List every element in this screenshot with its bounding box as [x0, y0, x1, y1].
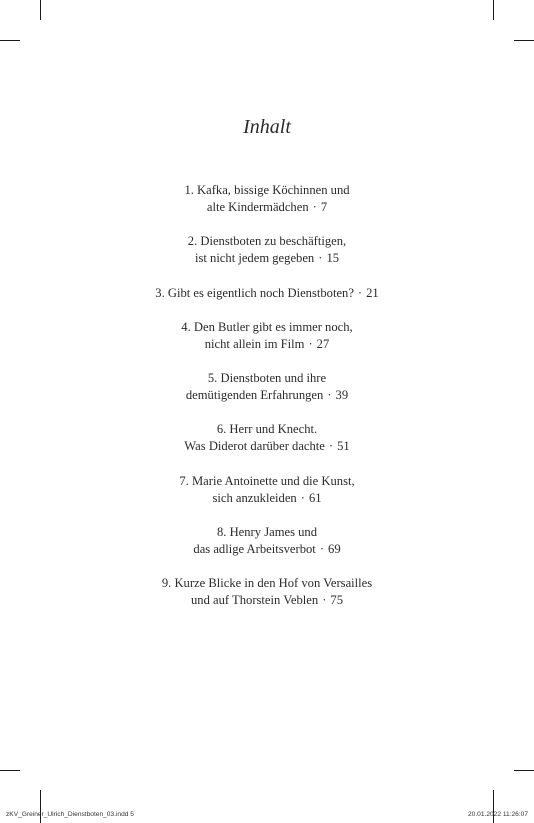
- toc-entry-last-line: [0, 285, 534, 302]
- toc-entry-last-line: [0, 199, 534, 216]
- toc-entry-last-line: [0, 490, 534, 507]
- toc-entry: [0, 524, 534, 558]
- toc-entry-title-line: 8. Henry James und: [216, 525, 318, 540]
- toc-separator-dot: ·: [327, 388, 332, 403]
- print-slug-filename: zKV_Greiner_Ulrich_Dienstboten_03.indd 5: [6, 811, 134, 818]
- toc-entry-title-text: alte Kindermädchen: [206, 200, 309, 214]
- toc-page-number: 69: [328, 542, 341, 557]
- toc-page-number: 75: [330, 593, 343, 608]
- toc-entry-title-line: 5. Dienstboten und ihre: [207, 371, 327, 386]
- toc-page-number: 51: [337, 439, 350, 454]
- table-of-contents: [0, 182, 534, 627]
- page-title: Inhalt: [243, 116, 291, 138]
- toc-entry-title-text: ist nicht jedem gegeben: [194, 251, 315, 266]
- crop-mark-right-bottom: [514, 770, 534, 771]
- toc-entry-last-line: [0, 541, 534, 558]
- toc-page-number: 61: [308, 490, 322, 505]
- toc-entry-last-line: [0, 592, 534, 609]
- toc-entry: [0, 182, 534, 216]
- crop-mark-bottom-left: [40, 790, 41, 823]
- toc-entry-last-line: [0, 336, 534, 353]
- toc-entry-title-line: 4. Den Butler gibt es immer noch,: [181, 319, 353, 334]
- toc-separator-dot: ·: [300, 490, 305, 505]
- toc-entry: [0, 421, 534, 455]
- crop-mark-bottom-right: [493, 790, 494, 823]
- toc-entry-title-text: Was Diderot darüber dachte: [184, 439, 325, 454]
- toc-entry-title-text: demütigenden Erfahrungen: [185, 388, 324, 403]
- toc-separator-dot: ·: [357, 285, 363, 300]
- toc-entry-title-text: nicht allein im Film: [204, 336, 305, 351]
- crop-mark-top-right: [493, 0, 494, 20]
- toc-page-number: 39: [335, 388, 349, 403]
- toc-entry: [0, 233, 534, 267]
- toc-entry-title-line: 6. Herr und Knecht.: [216, 422, 318, 437]
- toc-page-number: 21: [366, 285, 379, 300]
- crop-mark-left-bottom: [0, 770, 20, 771]
- toc-entry-title-text: und auf Thorstein Veblen: [191, 593, 319, 608]
- toc-entry: [0, 285, 534, 302]
- toc-separator-dot: ·: [328, 439, 334, 454]
- toc-separator-dot: ·: [308, 336, 313, 351]
- toc-entry-last-line: [0, 250, 534, 267]
- toc-separator-dot: ·: [312, 200, 317, 214]
- toc-separator-dot: ·: [319, 542, 325, 557]
- toc-entry-title-text: das adlige Arbeitsverbot: [193, 542, 316, 557]
- toc-entry-title-line: 1. Kafka, bissige Köchinnen und: [184, 183, 350, 197]
- toc-entry-title-line: 2. Dienstboten zu beschäftigen,: [187, 234, 347, 249]
- toc-entry: [0, 370, 534, 404]
- toc-page-number: 7: [320, 200, 328, 214]
- toc-entry-title-line: 7. Marie Antoinette und die Kunst,: [179, 473, 355, 488]
- toc-page-number: 27: [316, 336, 330, 351]
- crop-mark-left-top: [0, 40, 20, 41]
- crop-mark-right-top: [514, 40, 534, 41]
- toc-separator-dot: ·: [318, 251, 323, 266]
- toc-entry-last-line: [0, 438, 534, 455]
- toc-entry: [0, 319, 534, 353]
- toc-entry-title-line: 9. Kurze Blicke in den Hof von Versailles: [161, 576, 373, 591]
- toc-entry-title-text: 3. Gibt es eigentlich noch Dienstboten?: [155, 285, 354, 300]
- toc-page-number: 15: [326, 251, 340, 266]
- toc-entry-title-text: sich anzukleiden: [212, 490, 297, 505]
- toc-entry: [0, 575, 534, 609]
- toc-separator-dot: ·: [322, 593, 327, 608]
- crop-mark-top-left: [40, 0, 41, 20]
- toc-entry: [0, 473, 534, 507]
- toc-entry-last-line: [0, 387, 534, 404]
- print-slug-timestamp: 20.01.2022 11:26:07: [467, 811, 528, 818]
